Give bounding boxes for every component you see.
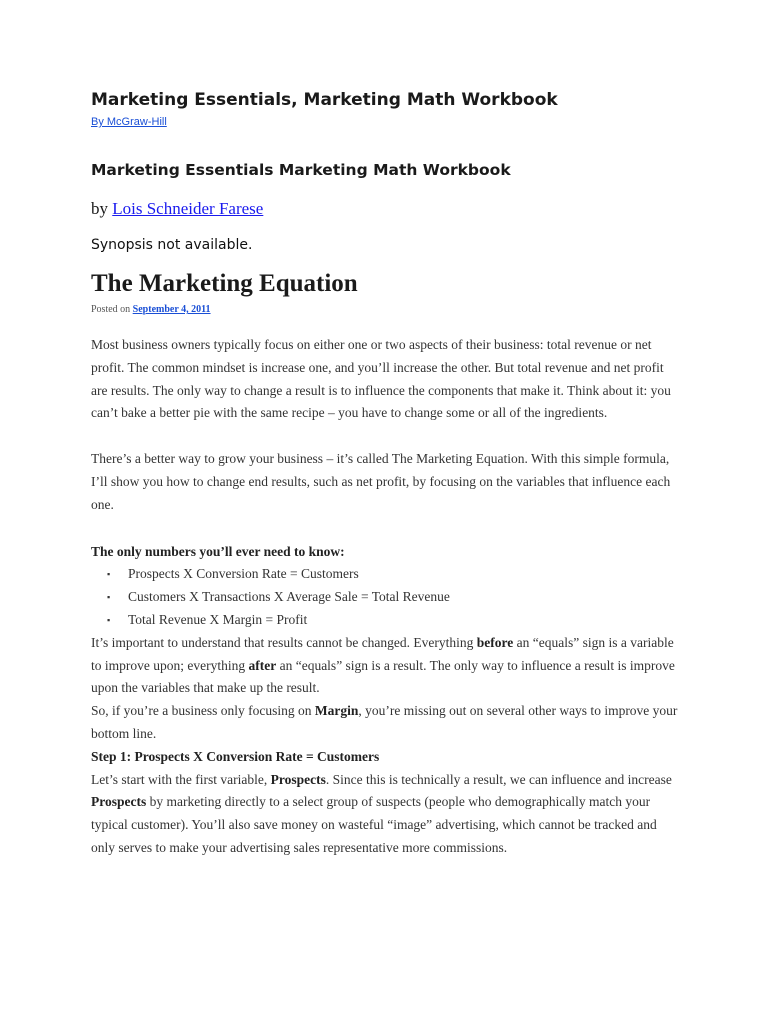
post-title: The Marketing Equation — [91, 270, 358, 297]
synopsis-text: Synopsis not available. — [91, 237, 253, 253]
text-run: . Since this is technically a result, we can influence and increase — [325, 771, 672, 787]
emphasis-prospects: Prospects — [270, 771, 326, 787]
paragraph-2: There’s a better way to grow your business – it’s called The Marketing Equation. With this simple formula, I’ll show you how to change end results, such as net profit, by focusing on the variables that influence each one. — [91, 451, 671, 512]
publisher-link[interactable]: By McGraw-Hill — [91, 116, 167, 128]
formula-text: Prospects X Conversion Rate = Customers — [128, 566, 359, 582]
emphasis-prospects: Prospects — [91, 794, 147, 810]
posted-date-link[interactable]: September 4, 2011 — [132, 304, 211, 315]
emphasis-after: after — [248, 657, 277, 673]
formula-list — [91, 563, 681, 631]
text-run: So, if you’re a business only focusing on — [91, 703, 315, 719]
bullet-icon: ▪ — [107, 592, 111, 603]
list-item — [107, 586, 681, 609]
posted-on — [91, 303, 681, 317]
list-item — [107, 563, 681, 586]
author-line — [91, 198, 681, 220]
paragraph-4 — [91, 700, 681, 746]
book-title: Marketing Essentials, Marketing Math Workbook — [91, 90, 558, 110]
author-prefix: by — [91, 199, 113, 218]
text-run: an “equals” sign is a result. The only way to influence a result is improve upon the variables that make up the result. — [91, 657, 675, 696]
step-1-heading: Step 1: Prospects X Conversion Rate = Customers — [91, 748, 380, 764]
text-run: Let’s start with the first variable, — [91, 771, 271, 787]
posted-prefix: Posted on — [91, 304, 133, 315]
text-run: an “equals” sign is a variable to improve upon; everything — [91, 634, 674, 673]
paragraph-1: Most business owners typically focus on either one or two aspects of their business: total revenue or net profit. The common mindset is increase one, and you’ll increase the other. But total revenue and net profit are results. The only way to change a result is to influence the components that make it. Think about it: you can’t bake a better pie with the same recipe – you have to change some or all of the ingredients. — [91, 337, 671, 421]
list-item — [107, 609, 681, 632]
bullet-icon: ▪ — [107, 614, 111, 625]
emphasis-before: before — [476, 634, 514, 650]
bullet-icon: ▪ — [107, 569, 111, 580]
document-page — [91, 88, 681, 860]
emphasis-margin: Margin — [314, 703, 359, 719]
paragraph-3 — [91, 632, 681, 700]
book-subtitle: Marketing Essentials Marketing Math Workbook — [91, 161, 511, 179]
text-run: by marketing directly to a select group of suspects (people who demographically match your typical customer). You’ll also save money on wasteful “image” advertising, which cannot be tracked and only serves to make your advertising sales representative more commissions. — [91, 794, 657, 855]
numbers-heading: The only numbers you’ll ever need to know: — [91, 543, 345, 559]
formula-text: Customers X Transactions X Average Sale = Total Revenue — [128, 589, 450, 605]
formula-text: Total Revenue X Margin = Profit — [128, 611, 308, 627]
author-link[interactable]: Lois Schneider Farese — [112, 199, 264, 218]
paragraph-5 — [91, 769, 681, 860]
text-run: It’s important to understand that results cannot be changed. Everything — [91, 634, 477, 650]
text-run: , you’re missing out on several other ways to improve your bottom line. — [91, 703, 678, 741]
